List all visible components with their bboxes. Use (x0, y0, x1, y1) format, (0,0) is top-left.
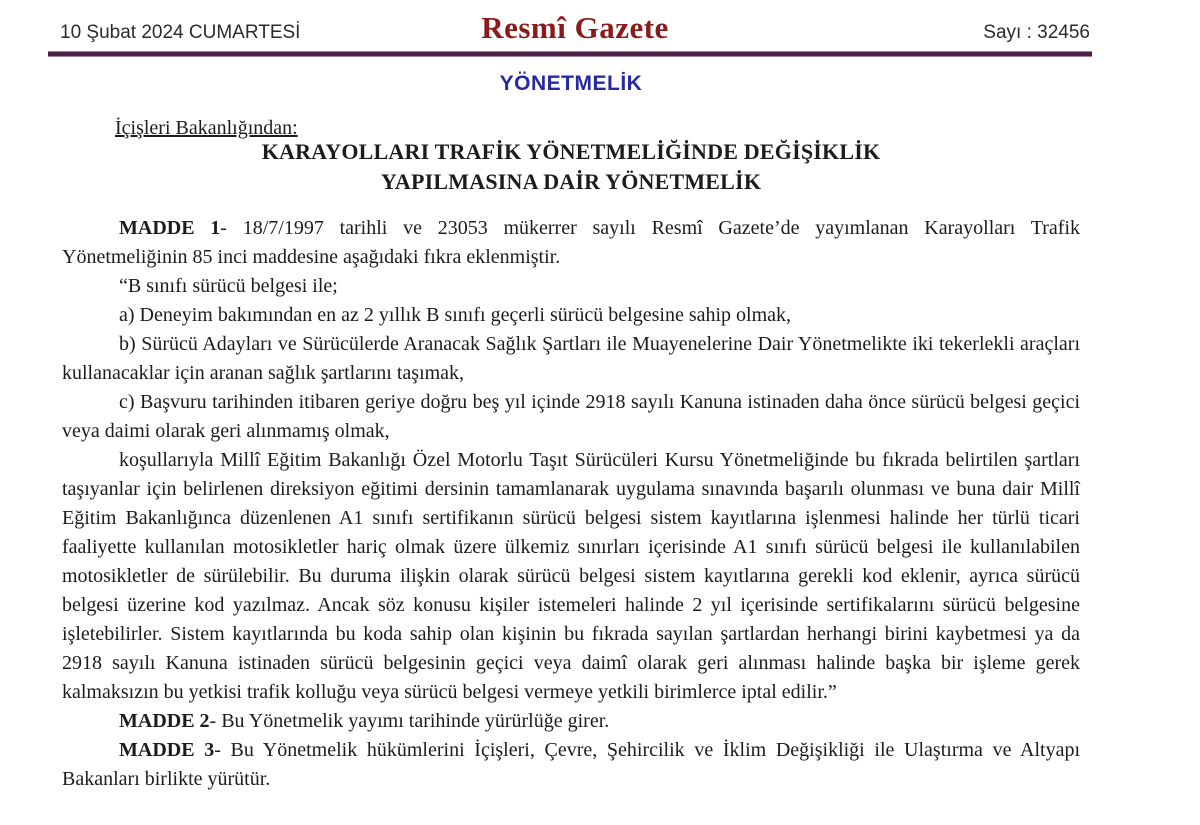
regulation-title-line1: KARAYOLLARI TRAFİK YÖNETMELİĞİNDE DEĞİŞİKLİK (261, 139, 881, 164)
madde-label: MADDE 2 (119, 710, 210, 732)
body-paragraph-4 (62, 330, 1080, 388)
paragraph-text: - Bu Yönetmelik hükümlerini İçişleri, Çevre, Şehircilik ve İklim Değişikliği ile Ulaştırma ve Altyapı Bakanları birlikte yürütür. (62, 739, 1080, 790)
body-paragraph-2 (62, 272, 1080, 301)
regulation-title (62, 137, 1080, 197)
masthead-rule (48, 51, 1092, 57)
ministry-line-wrap (62, 96, 1080, 139)
paragraph-text: b) Sürücü Adayları ve Sürücülerde Aranacak Sağlık Şartları ile Muayenelerine Dair Yönetmelikte iki tekerlekli araçları kullanacaklar için aranan sağlık şartlarını taşımak, (62, 333, 1080, 384)
body-paragraph-5 (62, 388, 1080, 446)
paragraph-text: - 18/7/1997 tarihli ve 23053 mükerrer sayılı Resmî Gazete’de yayımlanan Karayolları Trafik Yönetmeliğinin 85 inci maddesine aşağıdaki fıkra eklenmiştir. (62, 217, 1080, 268)
paragraph-text: c) Başvuru tarihinden itibaren geriye doğru beş yıl içinde 2918 sayılı Kanuna istinaden daha önce sürücü belgesi geçici veya daimi olarak geri alınmamış olmak, (62, 391, 1080, 442)
paragraph-text: koşullarıyla Millî Eğitim Bakanlığı Özel Motorlu Taşıt Sürücüleri Kursu Yönetmeliğinde bu fıkrada belirtilen şartları taşıyanlar için belirlenen direksiyon eğitimi dersinin tamamlanarak uygulama sınavında başarılı olunması ve buna dair Millî Eğitim Bakanlığınca düzenlenen A1 sınıfı sertifikanın sürücü belgesi sistem kayıtlarına işlenmesi halinde her türlü ticari faaliyette kullanılan motosikletler hariç olmak üzere ülkemiz sınırları içerisinde A1 sınıfı sürücü belgesi ile kullanılabilen motosikletler de sürülebilir. Bu duruma ilişkin olarak sürücü belgesi sistem kayıtlarına gerekli kod eklenir, ayrıca sürücü belgesi üzerine kod yazılmaz. Ancak söz konusu kişiler istemeleri halinde 2 yıl içerisinde sertifikalarını sürücü belgesine işletebilirler. Sistem kayıtlarında bu koda sahip olan kişinin bu fıkrada sayılan şartlardan herhangi birini kaybetmesi ya da 2918 sayılı Kanuna istinaden sürücü belgesinin geçici veya daimî olarak geri alınması halinde başka bir işleme gerek kalmaksızın bu yetkisi trafik kolluğu veya sürücü belgesi vermeye yetkili birimlerce iptal edilir.” (62, 449, 1080, 703)
paragraph-text: a) Deneyim bakımından en az 2 yıllık B sınıfı geçerli sürücü belgesine sahip olmak, (119, 304, 792, 326)
body-paragraph-6 (62, 446, 1080, 707)
masthead-row (48, 10, 1092, 46)
paragraph-text: - Bu Yönetmelik yayımı tarihinde yürürlüğe girer. (209, 710, 610, 732)
document-body (62, 96, 1080, 794)
issue-date: 10 Şubat 2024 CUMARTESİ (60, 22, 301, 43)
body-paragraph-3 (62, 301, 1080, 330)
body-paragraph-1 (62, 214, 1080, 272)
masthead (48, 10, 1092, 57)
paragraphs-container (62, 214, 1080, 794)
body-paragraph-8 (62, 736, 1080, 794)
gazette-title: Resmî Gazete (481, 10, 669, 45)
regulation-title-line2: YAPILMASINA DAİR YÖNETMELİK (380, 169, 762, 194)
section-heading: YÖNETMELİK (499, 72, 643, 95)
issue-number: Sayı : 32456 (983, 22, 1090, 43)
paragraph-text: “B sınıfı sürücü belgesi ile; (119, 275, 338, 297)
body-paragraph-7 (62, 707, 1080, 736)
ministry-line: İçişleri Bakanlığından: (115, 117, 298, 139)
madde-label: MADDE 1 (119, 217, 221, 239)
madde-label: MADDE 3 (119, 739, 215, 761)
